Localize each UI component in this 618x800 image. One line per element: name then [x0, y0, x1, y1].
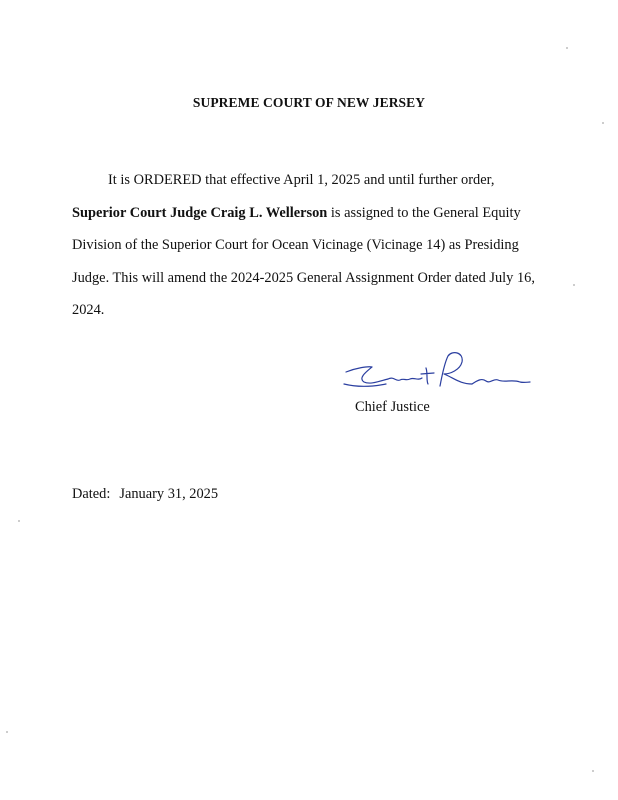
dated-label: Dated: — [72, 486, 111, 502]
order-intro: It is ORDERED that effective April 1, 2025 and until further order, — [108, 172, 495, 188]
scan-speck — [592, 770, 594, 772]
judge-name: Superior Court Judge Craig L. Wellerson — [72, 204, 328, 221]
signature-strokes — [344, 353, 530, 387]
order-paragraph — [72, 164, 552, 327]
scan-speck — [18, 520, 20, 522]
signer-title: Chief Justice — [355, 399, 430, 415]
scan-speck — [602, 122, 604, 124]
scan-speck — [6, 731, 8, 733]
chief-justice-signature — [342, 348, 532, 396]
scan-speck — [573, 284, 575, 286]
scan-speck — [566, 47, 568, 49]
dated-line — [72, 486, 218, 503]
order-assignment: is assigned to the General Equity Division of the Superior Court for Ocean Vicinage (Vicinage 14) as Presiding Judge. This will amend the 2024-2025 General Assignment Order dated July 16, 2024. — [72, 204, 535, 318]
court-heading: SUPREME COURT OF NEW JERSEY — [192, 95, 426, 110]
dated-value: January 31, 2025 — [119, 486, 219, 502]
